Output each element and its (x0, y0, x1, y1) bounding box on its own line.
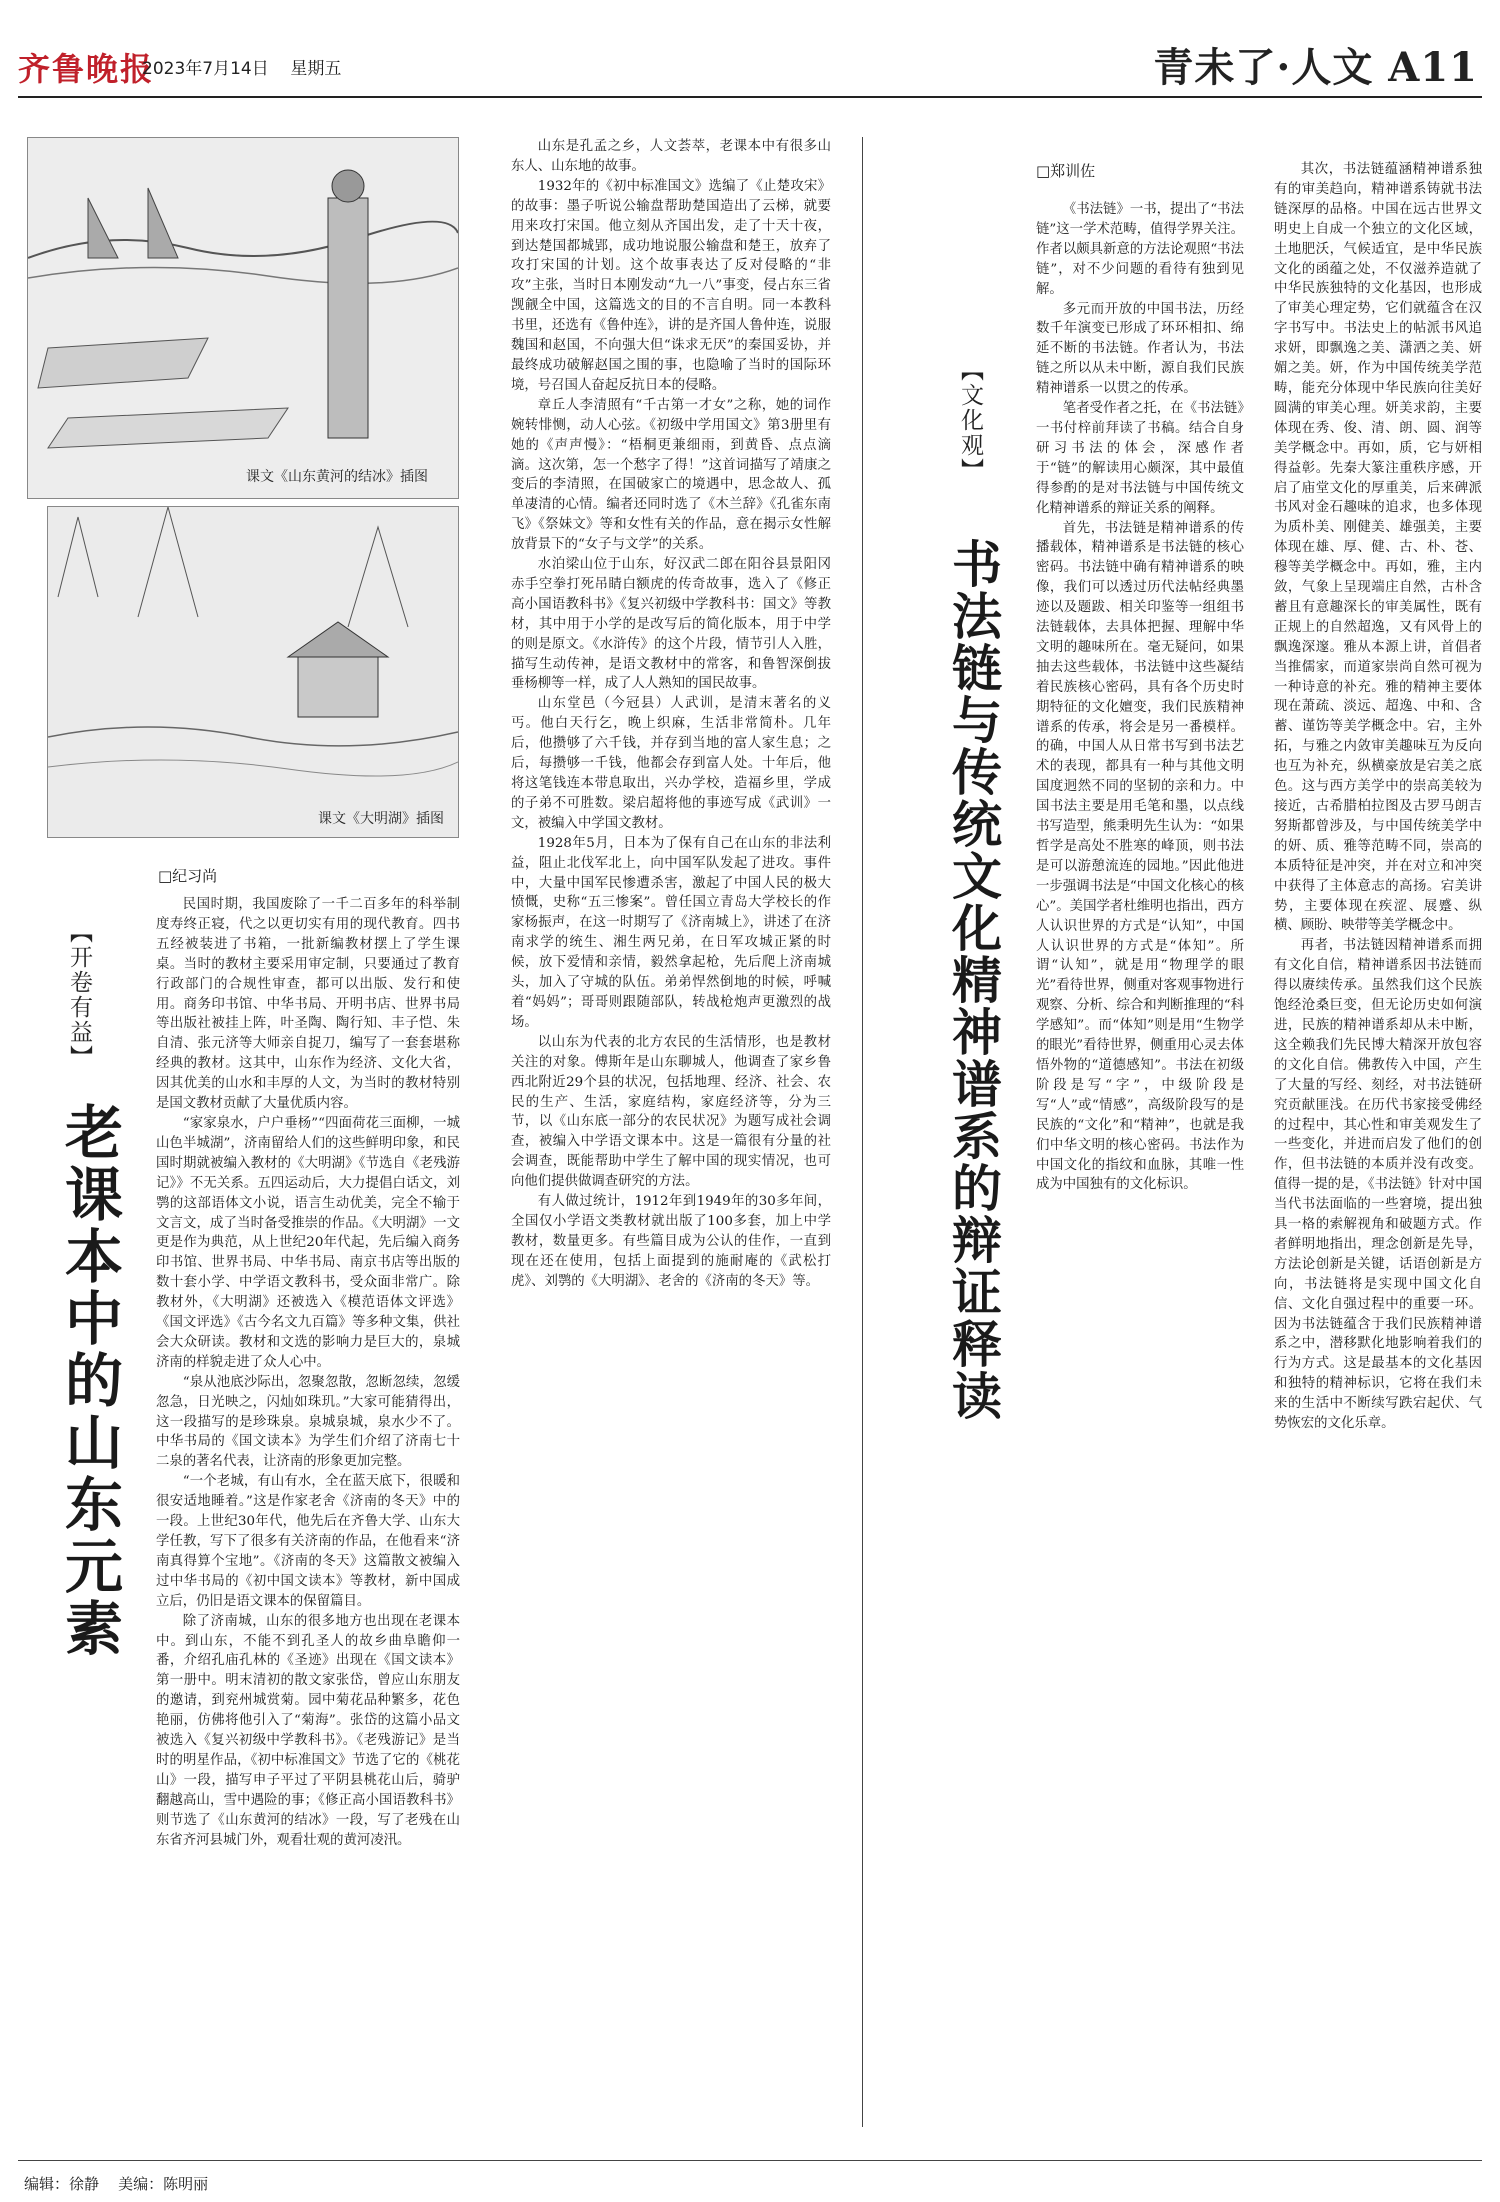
footer-rule (18, 2160, 1482, 2161)
paragraph: 民国时期，我国废除了一千二百多年的科举制度寿终正寝，代之以更切实有用的现代教育。四书五经被装进了书箱，一批新编教材摆上了学生课桌。当时的教材主要采用审定制，只要通过了教育行政部门的合规性审查，都可以出版、发行和使用。商务印书馆、中华书局、开明书店、世界书局等出版社被挂上阵，叶圣陶、陶行知、丰子恺、朱自清、张元济等大师亲自捉刀，编写了一套套堪称经典的教材。这其中，山东作为经济、文化大省，因其优美的山水和丰厚的人文，为当时的教材特别是国文教材贡献了大量优质内容。 (156, 897, 460, 1112)
editor-credit: 编辑：徐静 (24, 2175, 100, 2193)
paragraph: “一个老城，有山有水，全在蓝天底下，很暖和很安适地睡着。”这是作家老舍《济南的冬天》中的一段。上世纪30年代，他先后在齐鲁大学、山东大学任教，写下了很多有关济南的作品，在他看来“济南真得算个宝地”。《济南的冬天》这篇散文被编入过中华书局的《初中国文读本》等教材，新中国成立后，仍旧是语文课本的保留篇目。 (156, 1474, 460, 1609)
sketch-lake-icon (48, 507, 458, 837)
paragraph: “泉从池底沙际出，忽聚忽散，忽断忽续，忽缓忽急，日光映之，闪灿如珠玑。”大家可能猜得出，这一段描写的是珍珠泉。泉城泉城，泉水少不了。中华书局的《国文读本》为学生们介绍了济南七十二泉的著名代表，让济南的形象更加完整。 (156, 1374, 460, 1470)
right-article-col-2 (1274, 160, 1482, 2130)
newspaper-logo: 齐鲁晚报 (18, 50, 155, 88)
section-name: 青未了·人文 (1153, 44, 1374, 91)
paragraph: 再者，书法链因精神谱系而拥有文化自信，精神谱系因书法链而得以赓续传承。虽然我们这个民族饱经沧桑巨变，但无论历史如何演进，民族的精神谱系却从未中断，这全赖我们先民博大精深开放包容的文化自信。佛教传入中国，产生了大量的写经、刻经，对书法链研究贡献匪浅。在历代书家接受佛经的过程中，其心性和审美观发生了一些变化，并进而启发了他们的创作，但书法链的本质并没有改变。值得一提的是，《书法链》针对中国当代书法面临的一些窘境，提出独具一格的索解视角和破题方式。作者鲜明地指出，理念创新是先导，方法论创新是关键，话语创新是方向，书法链将是实现中国文化自信、文化自强过程中的重要一环。因为书法链蕴含于我们民族精神谱系之中，潜移默化地影响着我们的行为方式。这是最基本的文化基因和独特的精神标识，它将在我们未来的生活中不断续写跌宕起伏、气势恢宏的文化乐章。 (1274, 938, 1482, 1432)
issue-date (142, 54, 341, 79)
right-article-title: 书法链与传统文化精神谱系的辩证释读 (944, 538, 1003, 1422)
sketch-river-icon (28, 138, 458, 498)
image2-caption: 课文《大明湖》插图 (318, 811, 444, 827)
paragraph: 《书法链》一书，提出了“书法链”这一学术范畴，值得学界关注。作者以颇具新意的方法论观照“书法链”，对不少问题的看待有独到见解。 (1036, 202, 1244, 297)
image1-caption: 课文《山东黄河的结冰》插图 (246, 469, 428, 485)
paragraph: 章丘人李清照有“千古第一才女”之称，她的词作婉转悱恻，动人心弦。《初级中学用国文》第3册里有她的《声声慢》：“梧桐更兼细雨，到黄昏、点点滴滴。这次第，怎一个愁字了得！”这首词描写了靖康之变后的李清照，在国破家亡的境遇中，思念故人、孤单凄清的心情。编者还同时选了《木兰辞》《孔雀东南飞》《祭妹文》等和女性有关的作品，意在揭示女性解放背景下的“女子与文学”的关系。 (511, 397, 831, 553)
footer-credits (24, 2173, 208, 2194)
weekday-text: 星期五 (290, 59, 342, 79)
paragraph: “家家泉水，户户垂杨”“四面荷花三面柳，一城山色半城湖”，济南留给人们的这些鲜明印象，和民国时期就被编入教材的《大明湖》《节选自《老残游记》》不无关系。五四运动后，大力提倡白话文，刘鹗的这部语体文小说，语言生动优美，完全不输于文言文，成了当时备受推崇的作品。《大明湖》一文更是作为典范，从上世纪20年代起，先后编入商务印书馆、世界书局、中华书局、南京书店等出版的数十套小学、中学语文教科书，受众面非常广。除教材外，《大明湖》还被选入《模范语体文评选》《国文评选》《古今名文九百篇》等多种文集，供社会大众研读。教材和文选的影响力是巨大的，泉城济南的样貌走进了众人心中。 (156, 1115, 460, 1370)
paragraph: 除了济南城，山东的很多地方也出现在老课本中。到山东，不能不到孔圣人的故乡曲阜瞻仰一番，介绍孔庙孔林的《圣迹》出现在《国文读本》第一册中。明末清初的散文家张岱，曾应山东朋友的邀请，到兖州城赏菊。园中菊花品种繁多，花色艳丽，仿佛将他引入了“菊海”。张岱的这篇小品文被选入《复兴初级中学教科书》。《老残游记》是当时的明星作品，《初中标准国文》节选了它的《桃花山》一段，描写申子平过了平阴县桃花山后，骑驴翻越高山，雪中遇险的事；《修正高小国语教科书》则节选了《山东黄河的结冰》一段，写了老残在山东省齐河县城门外，观看壮观的黄河凌汛。 (156, 1613, 460, 1848)
paragraph: 1928年5月，日本为了保有自己在山东的非法利益，阻止北伐军北上，向中国军队发起了进攻。事件中，大量中国军民惨遭杀害，激起了中国人民的极大愤慨，史称“五三惨案”。曾任国立青岛大学校长的作家杨振声，在这一时期写了《济南城上》，讲述了在济南求学的统生、湘生两兄弟，在日军攻城正紧的时候，放下爱情和亲情，毅然拿起枪，先后爬上济南城头，加入了守城的队伍。弟弟悍然倒地的时候，呼喊着“妈妈”；哥哥则跟随部队，转战枪炮声更激烈的战场。 (511, 835, 831, 1030)
paragraph: 以山东为代表的北方农民的生活情形，也是教材关注的对象。傅斯年是山东聊城人，他调查了家乡鲁西北附近29个县的状况，包括地理、经济、社会、农民的生产、生活，家庭结构，家庭经济等，分为三节，以《山东底一部分的农民状况》为题写成社会调查，被编入中学语文课本中。这是一篇很有分量的社会调查，既能帮助中学生了解中国的现实情况，也可向他们提供做调查研究的方法。 (511, 1034, 831, 1190)
paragraph: 1932年的《初中标准国文》选编了《止楚攻宋》的故事：墨子听说公输盘帮助楚国造出了云梯，就要用来攻打宋国。他立刻从齐国出发，走了十天十夜，到达楚国都城郢，成功地说服公输盘和楚王，放弃了攻打宋国的计划。这个故事表达了反对侵略的“非攻”主张，当时日本刚发动“九一八”事变，侵占东三省觊觎全中国，这篇选文的目的不言自明。同一本教科书里，还选有《鲁仲连》，讲的是齐国人鲁仲连，说服魏国和赵国，不向强大但“诛求无厌”的秦国妥协，并最终成功破解赵国之围的事，也隐喻了当时的国际环境，号召国人奋起反抗日本的侵略。 (511, 178, 831, 393)
paragraph: 水泊梁山位于山东，好汉武二郎在阳谷县景阳冈赤手空拳打死吊睛白额虎的传奇故事，选入了《修正高小国语教科书》《复兴初级中学教科书：国文》等教材，其中用于小学的是改写后的简化版本，用于中学的则是原文。《水浒传》的这个片段，情节引人入胜，描写生动传神，是语文教材中的常客，和鲁智深倒拔垂杨柳等一样，成了人人熟知的国民故事。 (511, 557, 831, 692)
right-byline: □郑训佐 (1036, 162, 1096, 180)
left-column-tag: 【开卷有益】 (66, 920, 92, 1070)
paragraph: 首先，书法链是精神谱系的传播载体，精神谱系是书法链的核心密码。书法链中确有精神谱系的映像，我们可以透过历代法帖经典墨迹以及题跋、相关印鉴等一组组书法链载体，去具体把握、理解中华文明的趣味所在。毫无疑问，如果抽去这些载体，书法链中这些凝结着民族核心密码，具有各个历史时期特征的文化嬗变，我们民族精神谱系的传承，将会是另一番模样。的确，中国人从日常书写到书法艺术的表现，都具有一种与其他文明国度迥然不同的坚韧的亲和力。中国书法主要是用毛笔和墨，以点线书写造型，熊秉明先生认为：“如果哲学是高处不胜寒的峰顶，则书法是可以游憩流连的园地。”因此他进一步强调书法是“中国文化核心的核心”。美国学者杜维明也指出，西方人认识世界的方式是“认知”，中国人认识世界的方式是“体知”。所谓“认知”，就是用“物理学的眼光”看待世界，侧重对客观事物进行观察、分析、综合和判断推理的“科学感知”。而“体知”则是用“生物学的眼光”看待世界，侧重用心灵去体悟外物的“道德感知”。书法在初级阶段是写“字”，中级阶段是写“人”或“情感”，高级阶段写的是民族的“文化”和“精神”，也就是我们中华文明的核心密码。书法作为中国文化的指纹和血脉，其唯一性成为中国独有的文化标识。 (1036, 520, 1244, 1193)
left-article-col-2 (511, 137, 831, 2127)
right-column-tag: 【文化观】 (957, 358, 983, 483)
left-byline: □纪习尚 (158, 867, 218, 885)
illustration-yellow-river-ice (27, 137, 459, 499)
date-text: 2023年7月14日 (142, 59, 269, 79)
paragraph: 山东堂邑（今冠县）人武训，是清末著名的义丐。他白天行乞，晚上织麻，生活非常简朴。几年后，他攒够了六千钱，并存到当地的富人家生息；之后，每攒够一千钱，他都会存到富人处。十年后，他将这笔钱连本带息取出，兴办学校，造福乡里，学成的子弟不可胜数。梁启超将他的事迹写成《武训》一文，被编入中学国文教材。 (511, 696, 831, 831)
article-separator (862, 137, 863, 2127)
paragraph: 其次，书法链蕴涵精神谱系独有的审美趋向，精神谱系铸就书法链深厚的品格。中国在远古世界文明史上自成一个独立的文化区域，土地肥沃，气候适宜，是中华民族文化的函蕴之处，不仅滋养造就了中华民族独特的文化基因，也形成了审美心理定势，它们就蕴含在汉字书写中。书法史上的帖派书风追求妍，即飘逸之美、潇洒之美、妍媚之美。妍，作为中国传统美学范畴，能充分体现中华民族向往美好圆满的审美心理。妍美求韵，主要体现在秀、俊、清、朗、圆、润等美学概念中。再如，质，它与妍相得益彰。先秦大篆注重秩序感，开启了庙堂文化的厚重美，后来碑派书风对金石趣味的追求，也多体现为质朴美、刚健美、雄强美，主要体现在雄、厚、健、古、朴、苍、穆等美学概念中。再如，雅，主内敛，气象上呈现端庄自然，古朴含蓄且有意趣深长的审美属性，既有正规上的自然超逸，又有风骨上的飘逸深邃。雅从本源上讲，首倡者当推儒家，而道家崇尚自然可视为一种诗意的补充。雅的精神主要体现在萧疏、淡远、超逸、中和、含蓄、谨饬等美学概念中。宕，主外拓，与雅之内敛审美趣味互为反向也互为补充，纵横豪放是宕美之底色。这与西方美学中的崇高美较为接近，古希腊柏拉图及古罗马朗吉努斯都曾涉及，与中国传统美学中的妍、质、雅等范畴不同，崇高的本质特征是冲突，并在对立和冲突中获得了主体意志的高扬。宕美讲势，主要体现在疾涩、展蹙、纵横、顾盼、映带等美学概念中。 (1274, 162, 1482, 934)
designer-credit: 美编：陈明丽 (118, 2175, 209, 2193)
paragraph: 笔者受作者之托，在《书法链》一书付梓前拜读了书稿。结合自身研习书法的体会，深感作者于“链”的解读用心颇深，其中最值得参酌的是对书法链与中国传统文化精神谱系的辩证关系的阐释。 (1036, 401, 1244, 516)
left-article-title: 老课本中的山东元素 (55, 1102, 123, 1660)
right-article-col-1 (1036, 200, 1244, 2130)
page-number: A11 (1388, 44, 1478, 91)
illustration-daming-lake (47, 506, 459, 838)
paragraph: 山东是孔孟之乡，人文荟萃，老课本中有很多山东人、山东地的故事。 (511, 139, 831, 174)
section-header (1153, 36, 1478, 93)
paragraph: 多元而开放的中国书法，历经数千年演变已形成了环环相扣、绵延不断的书法链。作者认为，书法链之所以从未中断，源自我们民族精神谱系一以贯之的传承。 (1036, 301, 1244, 397)
left-article-col-1 (156, 895, 460, 2130)
paragraph: 有人做过统计，1912年到1949年的30多年间，全国仅小学语文类教材就出版了100多套，加上中学教材，数量更多。有些篇目成为公认的佳作，一直到现在还在使用，包括上面提到的施耐庵的《武松打虎》、刘鹗的《大明湖》、老舍的《济南的冬天》等。 (511, 1194, 831, 1289)
header-rule (18, 96, 1482, 98)
